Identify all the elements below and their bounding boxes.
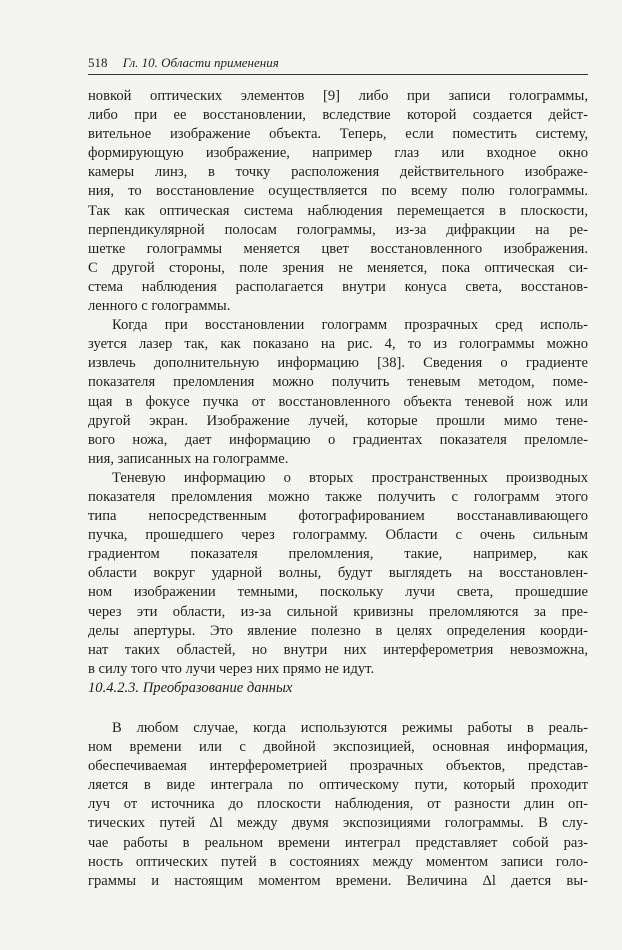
- text-line: ность оптических путей в состояниях между моментом записи голо-: [88, 853, 588, 870]
- text-line: С другой стороны, поле зрения не меняется, пока оптическая си-: [88, 259, 588, 276]
- running-head: [88, 55, 588, 71]
- section-heading: 10.4.2.3. Преобразование данных: [88, 680, 293, 696]
- text-line: либо при ее восстановлении, вследствие которой создается дейст-: [88, 107, 588, 124]
- text-line: луч от источника до плоскости наблюдения, от разности длин оп-: [88, 796, 588, 813]
- text-line: стема наблюдения располагается внутри конуса света, восстанов-: [88, 278, 588, 295]
- header-rule: [88, 74, 588, 75]
- text-line: вительное изображение объекта. Теперь, если поместить систему,: [88, 126, 588, 143]
- text-line: новкой оптических элементов [9] либо при записи голограммы,: [88, 88, 588, 104]
- text-line: извлечь дополнительную информацию [38]. Сведения о градиенте: [88, 355, 588, 372]
- text-line: ния, то восстановление осуществляется по всему полю голограммы.: [88, 183, 588, 200]
- text-line: градиентом показателя преломления, такие, например, как: [88, 546, 588, 563]
- text-line: вого ножа, дает информацию о градиентах показателя преломле-: [88, 431, 588, 448]
- text-line: граммы и настоящим моментом времени. Величина Δl дается вы-: [88, 872, 588, 889]
- text-line: зуется лазер так, как показано на рис. 4, то из голограммы можно: [88, 336, 588, 353]
- text-line: формирующую изображение, например глаз или входное окно: [88, 145, 588, 162]
- text-line: области вокруг ударной волны, будут выглядеть на восстановлен-: [88, 565, 588, 582]
- text-line: в силу того что лучи через них прямо не идут.: [88, 660, 375, 677]
- text-block-main: [88, 87, 588, 679]
- chapter-title: Гл. 10. Области применения: [122, 55, 279, 70]
- text-line: перпендикулярной полосам голограммы, из-за дифракции на ре-: [88, 221, 588, 238]
- text-block-section: [88, 719, 588, 891]
- text-line: пучка, прошедшего через голограмму. Области с очень сильным: [88, 527, 588, 544]
- text-line: делы апертуры. Это явление полезно в целях определения коорди-: [88, 622, 588, 639]
- page-number: 518: [88, 55, 108, 70]
- text-line: показателя преломления можно также получить с голограмм этого: [88, 488, 588, 505]
- text-line: другой экран. Изображение лучей, которые прошли мимо тене-: [88, 412, 588, 429]
- text-line: нат таких областей, но внутри них интерферометрия невозможна,: [88, 641, 588, 658]
- text-line: показателя преломления можно получить теневым методом, поме-: [88, 374, 588, 391]
- text-line: В любом случае, когда используются режимы работы в реаль-: [112, 720, 588, 736]
- text-line: ном времени или с двойной экспозицией, основная информация,: [88, 739, 588, 756]
- text-line: ляется в виде интеграла по оптическому пути, который проходит: [88, 777, 588, 794]
- text-line: тических путей Δl между двумя экспозициями голограммы. В слу-: [88, 815, 588, 832]
- text-line: типа непосредственным фотографированием восстанавливающего: [88, 508, 588, 525]
- text-line: чае работы в реальном времени интеграл представляет собой раз-: [88, 834, 588, 851]
- text-line: через эти области, из-за сильной кривизны преломляются за пре-: [88, 603, 588, 620]
- text-line: ном изображении темными, поскольку лучи света, прошедшие: [88, 584, 588, 601]
- text-line: ния, записанных на голограмме.: [88, 450, 289, 467]
- text-line: ленного с голограммы.: [88, 298, 231, 315]
- text-line: Когда при восстановлении голограмм прозрачных сред исполь-: [112, 317, 588, 334]
- text-line: шетке голограммы меняется цвет восстановленного изображения.: [88, 240, 588, 257]
- text-line: Так как оптическая система наблюдения перемещается в плоскости,: [88, 202, 588, 219]
- text-line: Теневую информацию о вторых пространственных производных: [112, 469, 588, 486]
- text-line: обеспечиваемая интерферометрией прозрачных объектов, представ-: [88, 758, 588, 775]
- text-line: камеры линз, в точку расположения действительного изображе-: [88, 164, 588, 181]
- text-line: щая в фокусе пучка от восстановленного объекта теневой нож или: [88, 393, 588, 410]
